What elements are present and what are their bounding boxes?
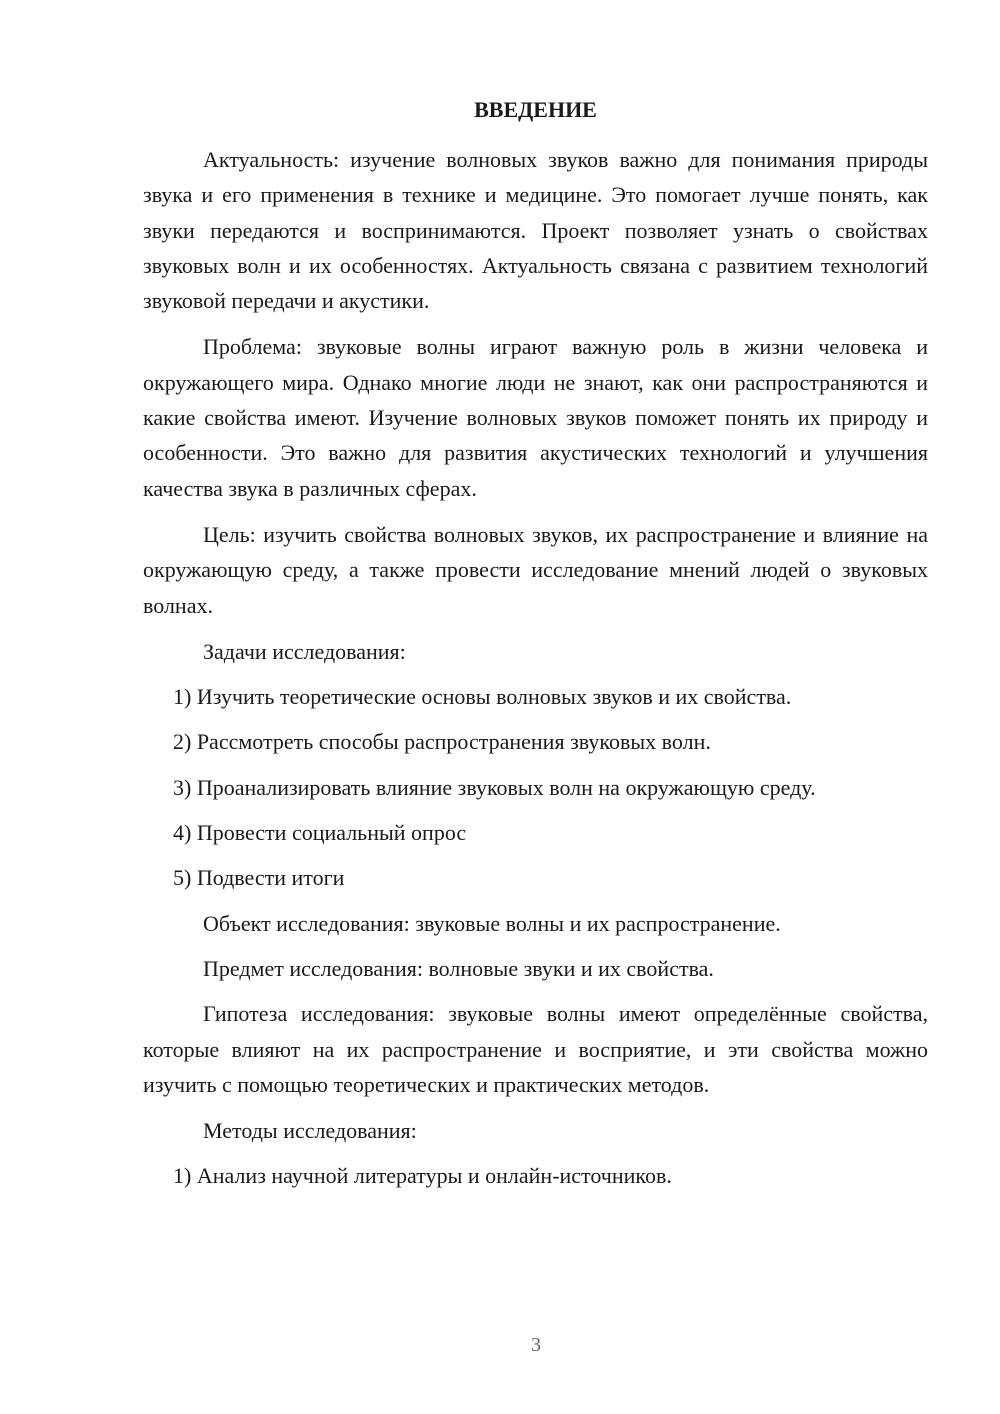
problem-paragraph: Проблема: звуковые волны играют важную роль в жизни человека и окружающего мира. Однако многие люди не знают, как они распространяются и какие свойства имеют. Изучение волновых звуков поможет понять их природу и особенности. Это важно для развития акустических технологий и улучшения качества звука в различных сферах. (143, 334, 928, 501)
subject-line: Предмет исследования: волновые звуки и их свойства. (203, 955, 714, 981)
relevance-paragraph: Актуальность: изучение волновых звуков важно для понимания природы звука и его применения в технике и медицине. Это помогает лучше понять, как звуки передаются и воспринимаются. Проект позволяет узнать о свойствах звуковых волн и их особенностях. Актуальность связана с развитием технологий звуковой передачи и акустики. (143, 147, 928, 314)
object-line: Объект исследования: звуковые волны и их распространение. (203, 910, 781, 936)
tasks-heading: Задачи исследования: (203, 638, 406, 664)
method-item: 1) Анализ научной литературы и онлайн-источников. (173, 1163, 672, 1189)
task-item: 5) Подвести итоги (173, 865, 345, 891)
task-item: 3) Проанализировать влияние звуковых волн на окружающую среду. (173, 774, 816, 800)
section-heading: ВВЕДЕНИЕ (474, 97, 597, 122)
goal-paragraph: Цель: изучить свойства волновых звуков, их распространение и влияние на окружающую среду, а также провести исследование мнений людей о звуковых волнах. (143, 521, 928, 618)
task-item: 2) Рассмотреть способы распространения звуковых волн. (173, 729, 711, 755)
methods-heading: Методы исследования: (203, 1118, 417, 1144)
task-item: 4) Провести социальный опрос (173, 820, 467, 846)
document-page (143, 90, 928, 1204)
hypothesis-paragraph: Гипотеза исследования: звуковые волны имеют определённые свойства, которые влияют на их распространение и восприятие, и эти свойства можно изучить с помощью теоретических и практических методов. (143, 1001, 928, 1097)
task-item: 1) Изучить теоретические основы волновых звуков и их свойства. (173, 684, 792, 710)
page-number: 3 (531, 1334, 541, 1356)
